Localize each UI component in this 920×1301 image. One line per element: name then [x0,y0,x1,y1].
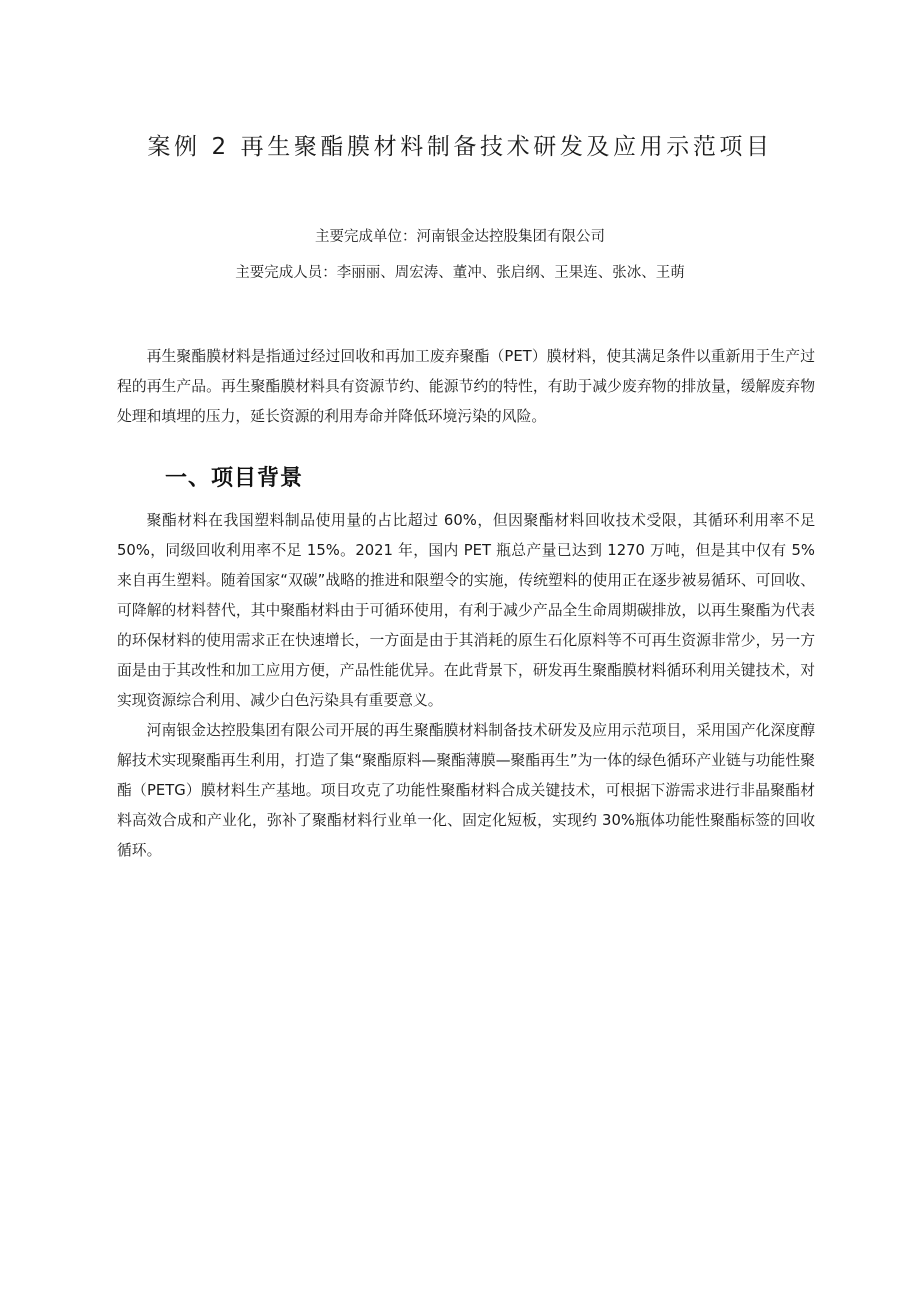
completion-unit: 主要完成单位：河南银金达控股集团有限公司 [315,229,605,245]
section-heading-background: 一、项目背景 [165,466,304,491]
intro-paragraph: 再生聚酯膜材料是指通过经过回收和再加工废弃聚酯（PET）膜材料，使其满足条件以重新用于生产过程的再生产品。再生聚酯膜材料具有资源节约、能源节约的特性，有助于减少废弃物的排放量，缓解废弃物处理和填埋的压力，延长资源的利用寿命并降低环境污染的风险。 [117,348,815,425]
background-paragraph-1: 聚酯材料在我国塑料制品使用量的占比超过 60%，但因聚酯材料回收技术受限，其循环利用率不足 50%，同级回收利用率不足 15%。2021 年，国内 PET 瓶总产量已达到 1270 万吨，但是其中仅有 5%来自再生塑料。随着国家“双碳”战略的推进和限塑令的实施，传统塑料的使用正在逐步被易循环、可回收、可降解的材料替代，其中聚酯材料由于可循环使用，有利于减少产品全生命周期碳排放，以再生聚酯为代表的环保材料的使用需求正在快速增长，一方面是由于其消耗的原生石化原料等不可再生资源非常少，另一方面是由于其改性和加工应用方便，产品性能优异。在此背景下，研发再生聚酯膜材料循环利用关键技术，对实现资源综合利用、减少白色污染具有重要意义。 [117,512,815,709]
document-title: 案例 2 再生聚酯膜材料制备技术研发及应用示范项目 [147,134,773,160]
background-paragraph-2: 河南银金达控股集团有限公司开展的再生聚酯膜材料制备技术研发及应用示范项目，采用国产化深度醇解技术实现聚酯再生利用，打造了集“聚酯原料—聚酯薄膜—聚酯再生”为一体的绿色循环产业链与功能性聚酯（PETG）膜材料生产基地。项目攻克了功能性聚酯材料合成关键技术，可根据下游需求进行非晶聚酯材料高效合成和产业化，弥补了聚酯材料行业单一化、固定化短板，实现约 30%瓶体功能性聚酯标签的回收循环。 [117,722,815,859]
intro-section [117,342,815,432]
background-section [117,506,815,866]
completion-personnel: 主要完成人员：李丽丽、周宏涛、董冲、张启纲、王果连、张冰、王萌 [235,265,685,281]
